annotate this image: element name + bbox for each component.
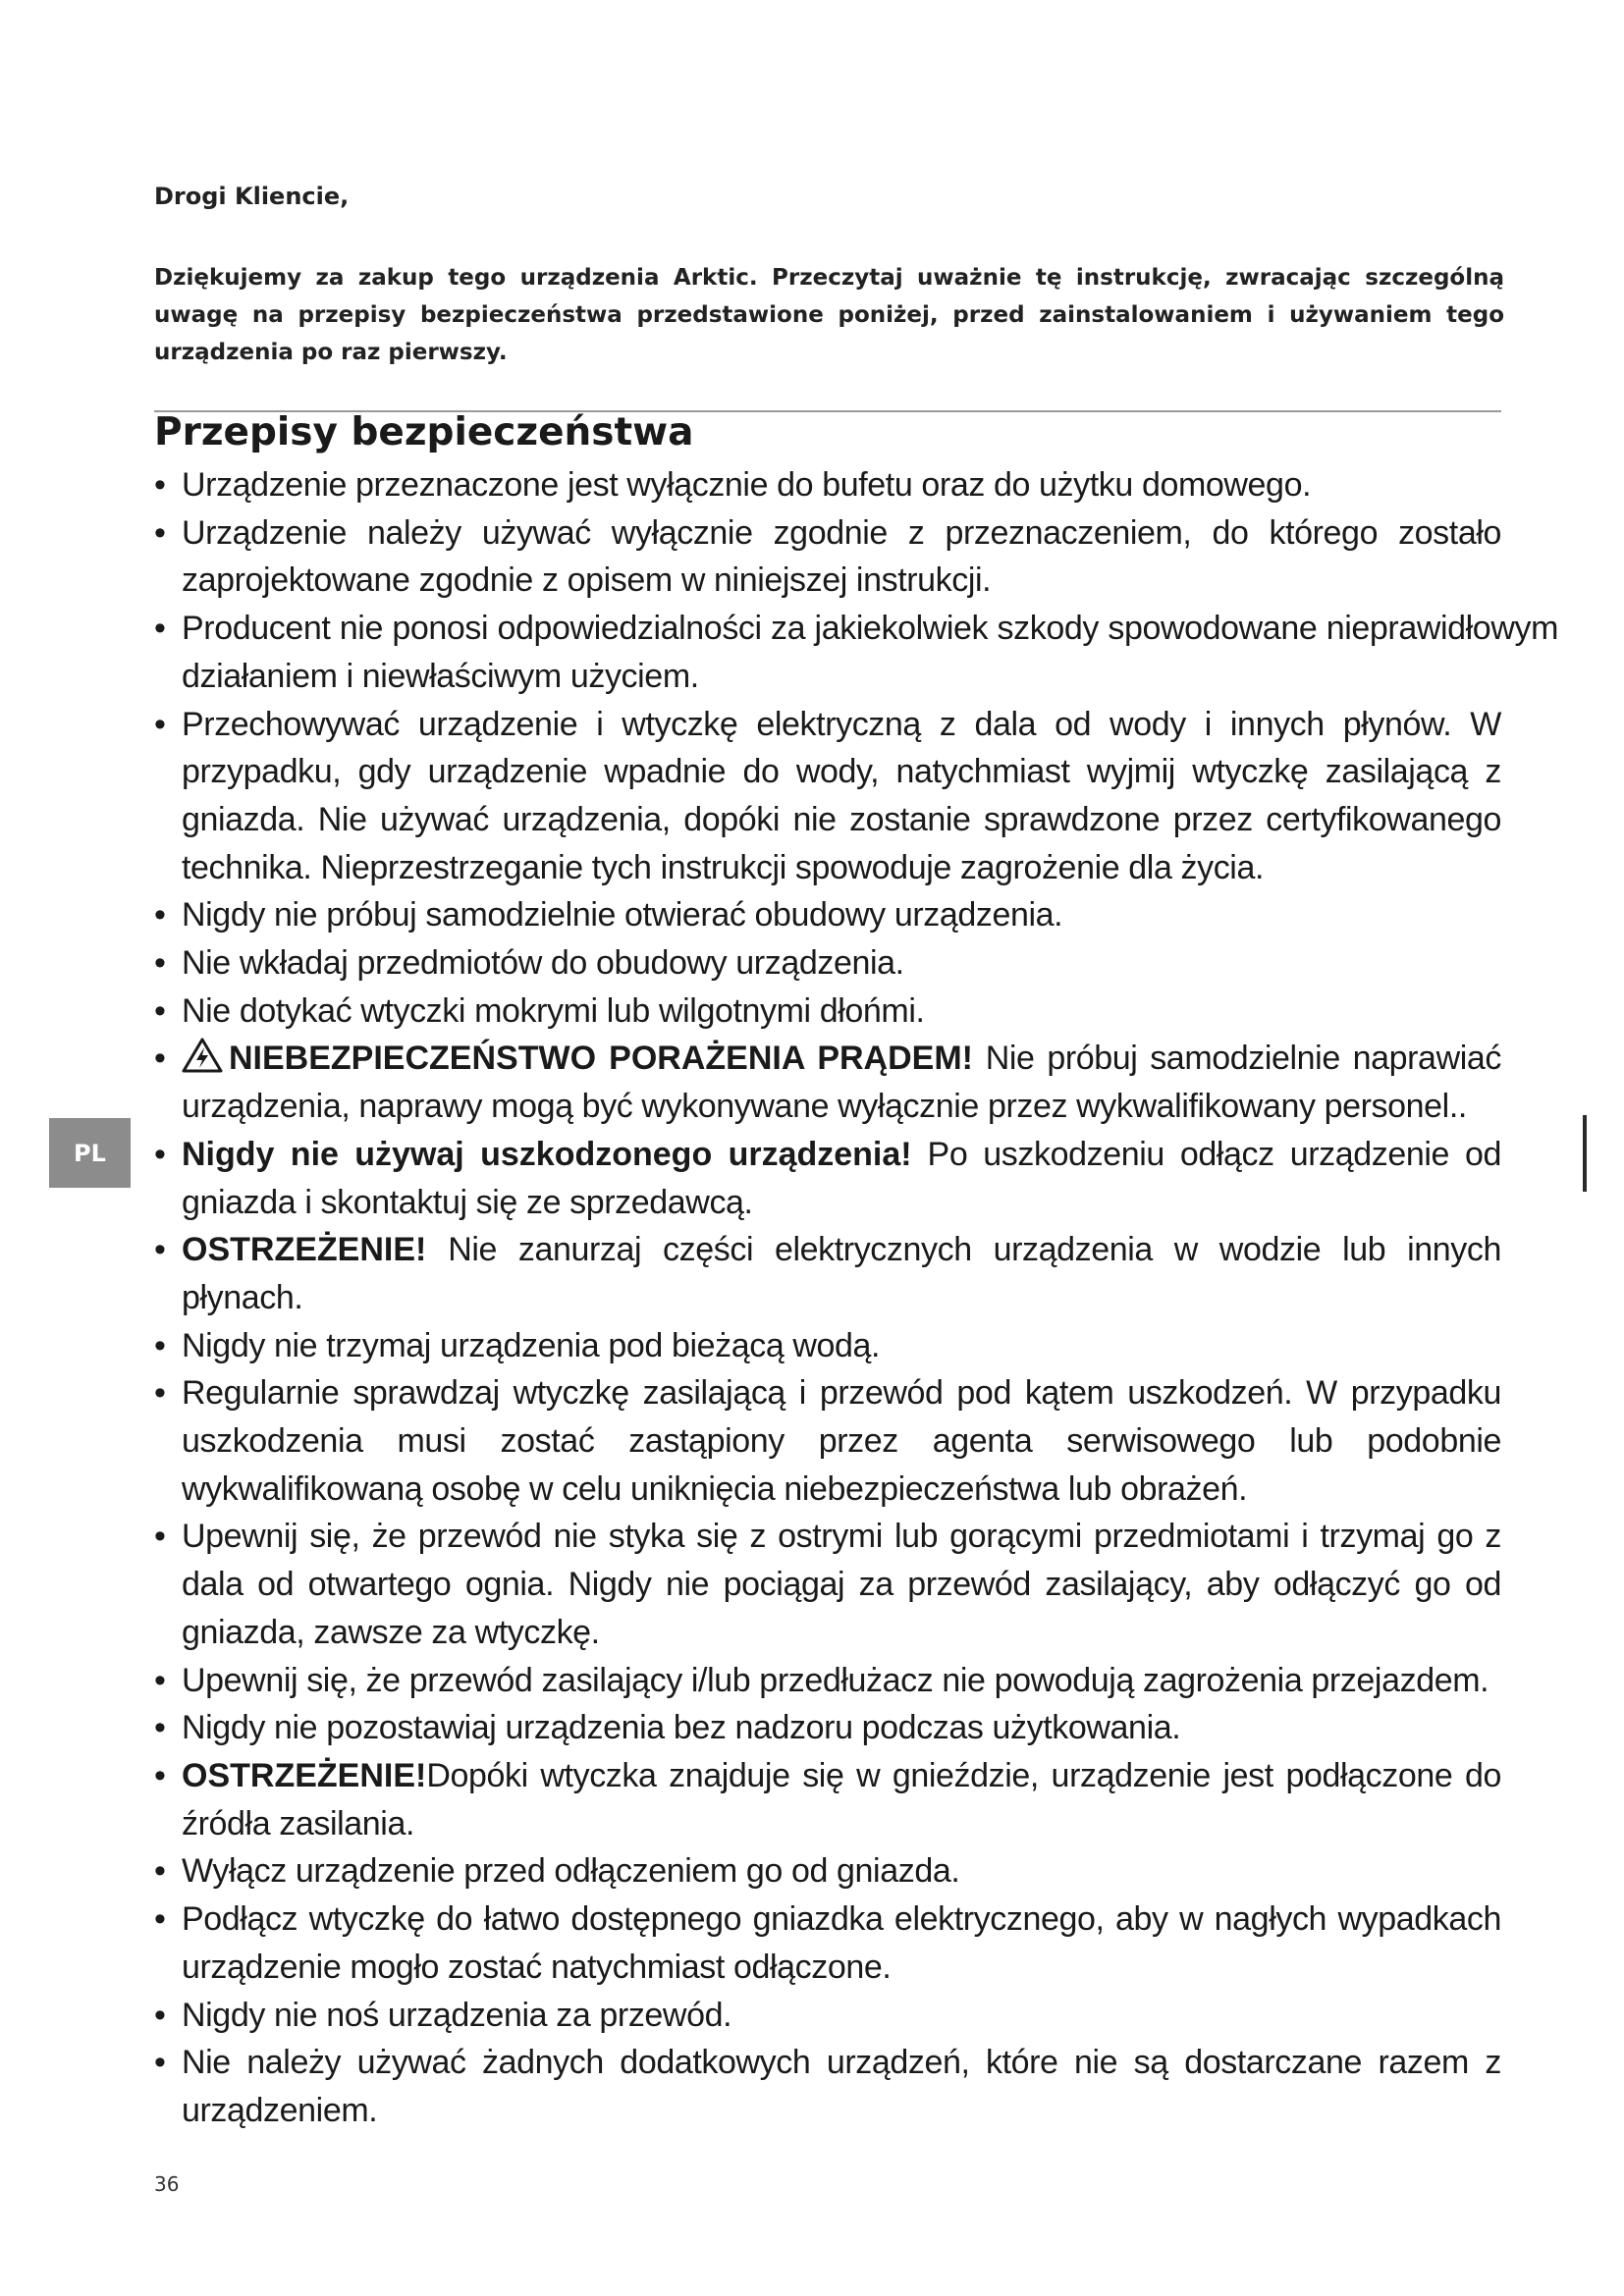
list-item bbox=[154, 891, 1501, 939]
list-item bbox=[154, 988, 1501, 1036]
rule-text: Upewnij się, że przewód nie styka się z ostrymi lub gorącymi przedmiotami i trzymaj go z dala od otwartego ognia. Nigdy nie pociągaj za przewód zasilający, aby odłączyć go od gniazda, zawsze za wtyczkę. bbox=[182, 1518, 1501, 1651]
rule-text: Nie zanurzaj części elektrycznych urządzenia w wodzie lub innych płynach. bbox=[182, 1231, 1501, 1316]
list-item bbox=[154, 461, 1501, 509]
rule-text: Wyłącz urządzenie przed odłączeniem go od gniazda. bbox=[182, 1852, 960, 1891]
safety-rules-list bbox=[154, 461, 1558, 2135]
rule-text: Upewnij się, że przewód zasilający i/lub przedłużacz nie powodują zagrożenia przejazdem. bbox=[182, 1661, 1489, 1699]
list-item bbox=[154, 1513, 1501, 1656]
list-item bbox=[154, 2039, 1501, 2134]
rule-text: Po uszkodzeniu odłącz urządzenie od gniazda i skontaktuj się ze sprzedawcą. bbox=[182, 1135, 1501, 1221]
rule-text: Przechowywać urządzenie i wtyczkę elektryczną z dala od wody i innych płynów. W przypadku, gdy urządzenie wpadnie do wody, natychmiast wyjmij wtyczkę zasilającą z gniazda. Nie używać urządzenia, dopóki nie zostanie sprawdzone przez certyfikowanego technika. Nieprzestrzeganie tych instrukcji spowoduje zagrożenie dla życia. bbox=[182, 705, 1501, 886]
rule-text: Dopóki wtyczka znajduje się w gnieździe, urządzenie jest podłączone do źródła zasilania. bbox=[182, 1756, 1501, 1842]
list-item bbox=[154, 509, 1501, 605]
list-item bbox=[154, 1369, 1501, 1513]
rule-text: Nie wkładaj przedmiotów do obudowy urządzenia. bbox=[182, 944, 904, 983]
rule-text: Urządzenie przeznaczone jest wyłącznie do bufetu oraz do użytku domowego. bbox=[182, 466, 1312, 504]
list-item bbox=[154, 1226, 1501, 1321]
rule-text: Nie próbuj samodzielnie naprawiać urządzenia, naprawy mogą być wykonywane wyłącznie przez wykwalifikowany personel.. bbox=[182, 1040, 1501, 1126]
section-title: Przepisy bezpieczeństwa bbox=[154, 410, 694, 454]
intro-paragraph: Dziękujemy za zakup tego urządzenia Arktic. Przeczytaj uważnie tę instrukcję, zwracając szczególną uwagę na przepisy bezpieczeństwa przedstawione poniżej, przed zainstalowaniem i używaniem tego urządzenia po raz pierwszy. bbox=[154, 265, 1504, 365]
page-number: 36 bbox=[154, 2172, 180, 2196]
rule-text: Regularnie sprawdzaj wtyczkę zasilającą i przewód pod kątem uszkodzeń. W przypadku uszkodzenia musi zostać zastąpiony przez agenta serwisowego lub podobnie wykwalifikowaną osobę w celu uniknięcia niebezpieczeństwa lub obrażeń. bbox=[182, 1374, 1501, 1508]
rule-text: Nigdy nie noś urządzenia za przewód. bbox=[182, 1996, 732, 2034]
greeting: Drogi Kliencie, bbox=[154, 183, 350, 210]
list-item bbox=[154, 1035, 1501, 1130]
shock-warning-label: NIEBEZPIECZEŃSTWO PORAŻENIA PRĄDEM! bbox=[229, 1040, 973, 1078]
list-item bbox=[154, 939, 1501, 988]
list-item bbox=[154, 1752, 1501, 1847]
list-item bbox=[154, 1322, 1501, 1370]
rule-text: Nie należy używać żadnych dodatkowych urządzeń, które nie są dostarczane razem z urządzeniem. bbox=[182, 2044, 1501, 2129]
list-item bbox=[154, 1131, 1501, 1226]
electric-shock-warning-icon bbox=[182, 1038, 223, 1073]
rule-text: Nigdy nie pozostawiaj urządzenia bez nadzoru podczas użytkowania. bbox=[182, 1709, 1181, 1747]
rule-text: Nie dotykać wtyczki mokrymi lub wilgotnymi dłońmi. bbox=[182, 991, 925, 1030]
warning-label: OSTRZEŻENIE! bbox=[182, 1231, 427, 1269]
rule-text: Urządzenie należy używać wyłącznie zgodnie z przeznaczeniem, do którego zostało zaprojektowane zgodnie z opisem w niniejszej instrukcji. bbox=[182, 513, 1501, 600]
list-item bbox=[154, 605, 1558, 700]
rule-text: Nigdy nie próbuj samodzielnie otwierać obudowy urządzenia. bbox=[182, 896, 1063, 934]
rule-text: Nigdy nie trzymaj urządzenia pod bieżącą wodą. bbox=[182, 1326, 881, 1364]
list-item bbox=[154, 1992, 1501, 2040]
list-item bbox=[154, 1704, 1501, 1752]
list-item bbox=[154, 1657, 1501, 1705]
list-item bbox=[154, 701, 1501, 892]
damaged-device-warning: Nigdy nie używaj uszkodzonego urządzenia! bbox=[182, 1135, 912, 1173]
language-tab: PL bbox=[49, 1118, 131, 1188]
list-item bbox=[154, 1896, 1501, 1991]
rule-text: Podłącz wtyczkę do łatwo dostępnego gniazdka elektrycznego, aby w nagłych wypadkach urządzenie mogło zostać natychmiast odłączone. bbox=[182, 1900, 1501, 1986]
rule-text: Producent nie ponosi odpowiedzialności za jakiekolwiek szkody spowodowane nieprawidłowym działaniem i niewłaściwym użyciem. bbox=[182, 610, 1558, 695]
list-item bbox=[154, 1847, 1501, 1896]
margin-marker bbox=[1583, 1115, 1587, 1192]
warning-label: OSTRZEŻENIE! bbox=[182, 1756, 427, 1794]
